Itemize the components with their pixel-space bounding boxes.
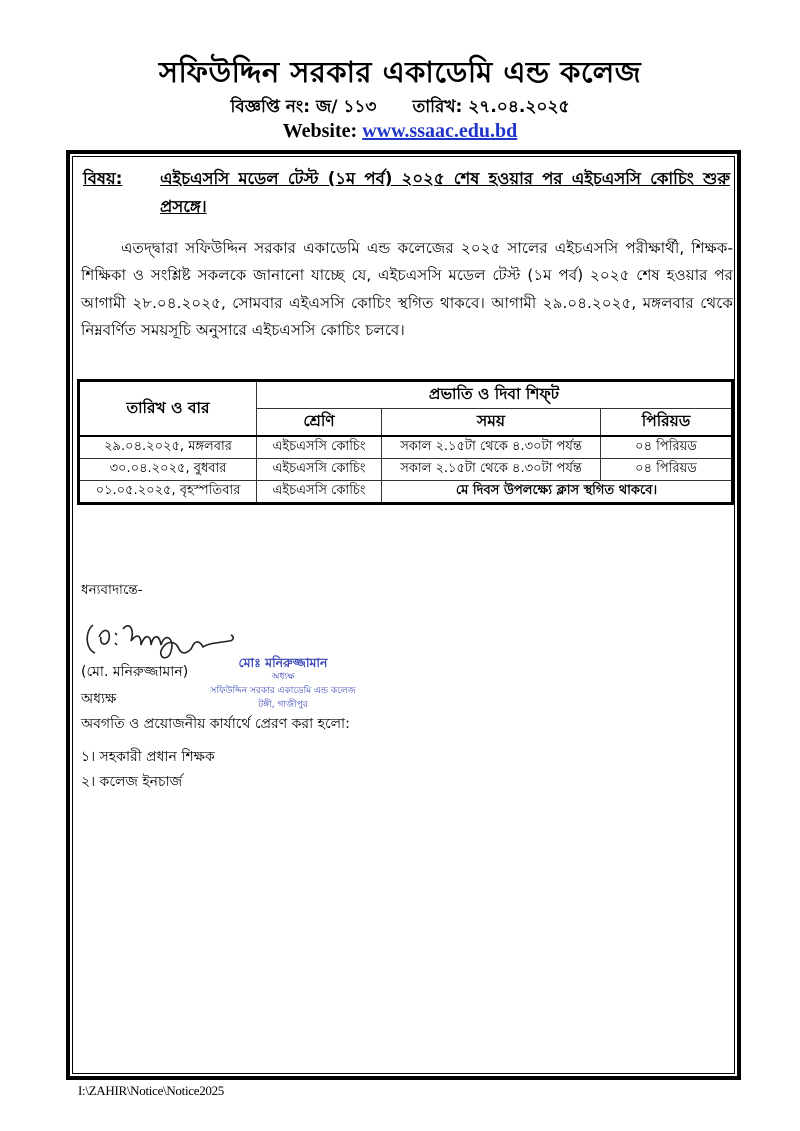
subject-label: বিষয়: xyxy=(83,169,123,188)
schedule-table xyxy=(77,379,734,505)
cell-date: ২৯.০৪.২০২৫, মঙ্গলবার xyxy=(79,436,257,459)
date-label: তারিখ: xyxy=(412,97,463,117)
cc-list xyxy=(81,745,215,795)
closing-text: ধন্যবাদান্তে- xyxy=(81,582,143,598)
cell-class: এইচএসসি কোচিং xyxy=(257,436,382,459)
table-row xyxy=(79,481,733,504)
cell-period: ০৪ পিরিয়ড xyxy=(601,459,733,481)
file-path: I:\ZAHIR\Notice\Notice2025 xyxy=(78,1083,224,1098)
col-time-header: সময় xyxy=(382,409,601,437)
cell-note: মে দিবস উপলক্ষ্যে ক্লাস স্থগিত থাকবে। xyxy=(382,481,733,504)
notice-frame xyxy=(66,150,741,1080)
stamp-location: টঙ্গী, গাজীপুর xyxy=(258,700,308,710)
col-period-header: পিরিয়ড xyxy=(601,409,733,437)
notice-no-label: বিজ্ঞপ্তি নং: xyxy=(230,97,311,117)
cell-time: সকাল ২.১৫টা থেকে ৪.৩০টা পর্যন্ত xyxy=(382,459,601,481)
body-paragraph: এতদ্দ্বারা সফিউদ্দিন সরকার একাডেমি এন্ড কলেজের ২০২৫ সালের এইচএসসি পরীক্ষার্থী, শিক্ষক-শিক্ষিকা ও সংশ্লিষ্ট সকলকে জানানো যাচ্ছে যে, এইচএসসি মডেল টেস্ট (১ম পর্ব) ২০২৫ শেষ হওয়ার পর আগামী ২৮.০৪.২০২৫, সোমবার এইএসসি কোচিং স্থগিত থাকবে। আগামী ২৯.০৪.২০২৫, মঙ্গলবার থেকে নিম্নবর্ণিত সময়সূচি অনুসারে এইচএসসি কোচিং চলবে। xyxy=(81,239,733,339)
notice-date: ২৭.০৪.২০২৫ xyxy=(468,97,570,117)
subject-text: এইচএসসি মডেল টেস্ট (১ম পর্ব) ২০২৫ শেষ হওয়ার পর এইচএসসি কোচিং শুরু প্রসঙ্গে। xyxy=(160,169,730,216)
table-row xyxy=(79,459,733,481)
signatory-designation: অধ্যক্ষ xyxy=(81,691,117,707)
website-line xyxy=(0,120,800,143)
institution-name: সফিউদ্দিন সরকার একাডেমি এন্ড কলেজ xyxy=(158,55,642,89)
signature xyxy=(81,607,281,661)
cc-item: ১। সহকারী প্রধান শিক্ষক xyxy=(81,749,215,765)
notice-meta xyxy=(0,94,800,122)
official-stamp xyxy=(203,656,363,712)
col-date-header: তারিখ ও বার xyxy=(79,381,257,437)
website-link[interactable]: www.ssaac.edu.bd xyxy=(362,120,518,142)
signatory-name: (মো. মনিরুজ্জামান) xyxy=(81,664,189,680)
notice-frame-inner xyxy=(72,156,735,1074)
website-label: Website: xyxy=(282,120,358,142)
table-row xyxy=(79,436,733,459)
cell-class: এইচএসসি কোচিং xyxy=(257,481,382,504)
stamp-name: মোঃ মনিরুজ্জামান xyxy=(238,655,328,670)
shift-group-header: প্রভাতি ও দিবা শিফ্‌ট xyxy=(257,381,733,409)
col-class-header: শ্রেণি xyxy=(257,409,382,437)
forward-text: অবগতি ও প্রয়োজনীয় কার্যার্থে প্রেরণ করা হলো: xyxy=(81,716,350,732)
cell-class: এইচএসসি কোচিং xyxy=(257,459,382,481)
cell-date: ০১.০৫.২০২৫, বৃহস্পতিবার xyxy=(79,481,257,504)
cc-item: ২। কলেজ ইনচার্জ xyxy=(81,774,183,790)
cell-date: ৩০.০৪.২০২৫, বুধবার xyxy=(79,459,257,481)
notice-no: জ/ ১১৩ xyxy=(315,97,377,117)
stamp-institution: সফিউদ্দিন সরকার একাডেমি এন্ড কলেজ xyxy=(210,686,356,696)
cell-time: সকাল ২.১৫টা থেকে ৪.৩০টা পর্যন্ত xyxy=(382,436,601,459)
cell-period: ০৪ পিরিয়ড xyxy=(601,436,733,459)
stamp-title: অধ্যক্ষ xyxy=(271,672,295,682)
